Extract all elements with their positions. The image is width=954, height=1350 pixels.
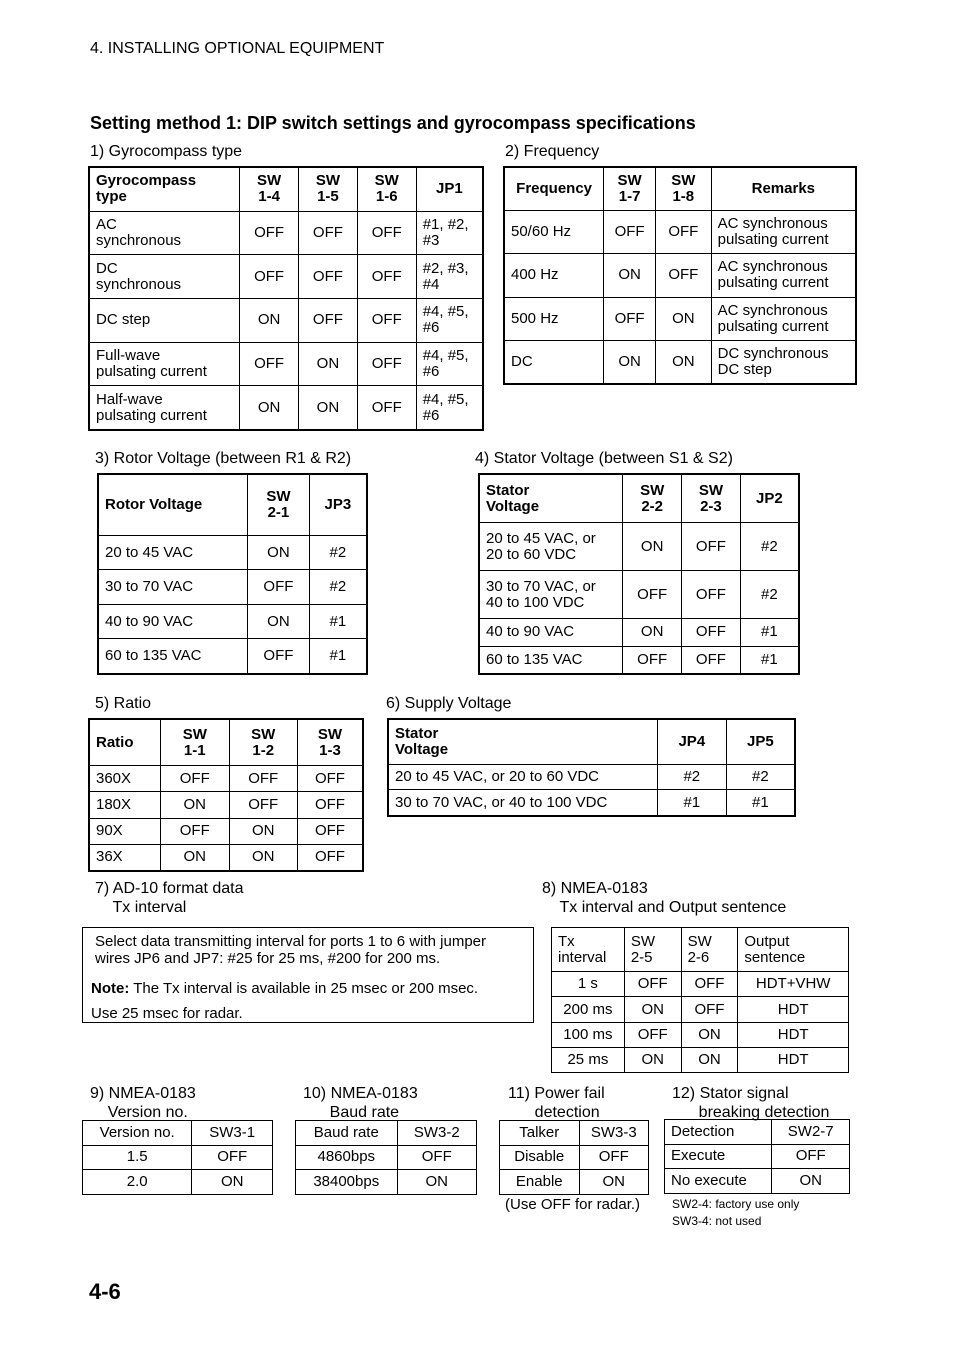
table-cell: ON: [192, 1170, 273, 1195]
table-cell: DC synchronous: [89, 255, 240, 299]
column-header: Version no.: [83, 1121, 192, 1146]
column-header: Stator Voltage: [388, 719, 657, 764]
table-row: [98, 570, 367, 604]
table-cell: OFF: [248, 639, 310, 674]
running-header: 4. INSTALLING OPTIONAL EQUIPMENT: [90, 40, 385, 57]
table-cell: #1: [309, 639, 367, 674]
table-row: [504, 211, 856, 254]
table-cell: OFF: [299, 255, 358, 299]
table-cell: ON: [248, 604, 310, 638]
table-row: [388, 764, 795, 789]
table-cell: OFF: [297, 818, 363, 844]
t12-caption: 12) Stator signal breaking detection: [672, 1085, 830, 1121]
table-row: [479, 646, 799, 674]
nmea-tx-interval-table: [551, 927, 849, 1073]
table-cell: #2: [726, 764, 795, 789]
table-cell: OFF: [161, 818, 229, 844]
t6-caption: 6) Supply Voltage: [386, 695, 512, 712]
table-row: [83, 1170, 273, 1195]
table-cell: 60 to 135 VAC: [98, 639, 248, 674]
table-cell: ON: [161, 844, 229, 871]
table-row: [98, 604, 367, 638]
column-header: SW 1-8: [655, 167, 711, 211]
table-cell: OFF: [604, 297, 656, 340]
t5-caption: 5) Ratio: [95, 695, 152, 712]
table-cell: ON: [161, 792, 229, 818]
table-row: [479, 523, 799, 571]
column-header: SW 1-1: [161, 719, 229, 766]
table-cell: ON: [229, 818, 297, 844]
table-cell: 200 ms: [552, 997, 625, 1022]
header-row: [98, 474, 367, 535]
column-header: Stator Voltage: [479, 474, 623, 523]
table-cell: 36X: [89, 844, 161, 871]
column-header: Output sentence: [738, 928, 849, 972]
table-row: [89, 386, 483, 430]
table-cell: 20 to 45 VAC, or 20 to 60 VDC: [479, 523, 623, 571]
table-cell: OFF: [192, 1145, 273, 1170]
column-header: SW 1-4: [240, 167, 299, 211]
table-cell: 30 to 70 VAC, or 40 to 100 VDC: [479, 571, 623, 619]
table-cell: ON: [240, 386, 299, 430]
table-cell: #2: [740, 571, 799, 619]
column-header: Rotor Voltage: [98, 474, 248, 535]
nmea-baud-rate-table: [295, 1120, 477, 1195]
table-cell: 20 to 45 VAC: [98, 535, 248, 569]
table-cell: OFF: [299, 211, 358, 255]
frequency-table: [503, 166, 857, 385]
table-row: [98, 639, 367, 674]
table-row: [500, 1170, 649, 1195]
table-cell: 50/60 Hz: [504, 211, 604, 254]
header-row: [552, 928, 849, 972]
table-cell: ON: [604, 340, 656, 384]
table-cell: HDT: [738, 997, 849, 1022]
column-header: SW 1-7: [604, 167, 656, 211]
table-row: [504, 297, 856, 340]
tx-interval-box: [82, 927, 534, 1023]
table-row: [89, 255, 483, 299]
table-cell: 1.5: [83, 1145, 192, 1170]
table-cell: 40 to 90 VAC: [98, 604, 248, 638]
table-cell: ON: [579, 1170, 648, 1195]
table-cell: 2.0: [83, 1170, 192, 1195]
table-cell: AC synchronous: [89, 211, 240, 255]
table-row: [552, 1022, 849, 1047]
t2-caption: 2) Frequency: [505, 143, 600, 160]
table-cell: OFF: [297, 766, 363, 792]
not-used-note: SW3-4: not used: [672, 1214, 762, 1228]
table-row: [388, 790, 795, 816]
header-row: [83, 1121, 273, 1146]
table-cell: 30 to 70 VAC: [98, 570, 248, 604]
t11-caption: 11) Power fail detection: [508, 1085, 605, 1121]
table-row: [504, 340, 856, 384]
header-row: [500, 1121, 649, 1146]
table-cell: OFF: [623, 571, 682, 619]
table-cell: #4, #5, #6: [416, 298, 483, 342]
table-cell: OFF: [229, 792, 297, 818]
stator-voltage-table: [478, 473, 800, 675]
table-row: [83, 1145, 273, 1170]
table-cell: Enable: [500, 1170, 580, 1195]
table-cell: 180X: [89, 792, 161, 818]
table-cell: 400 Hz: [504, 254, 604, 297]
t9-caption: 9) NMEA-0183 Version no.: [90, 1085, 196, 1121]
column-header: SW 2-3: [682, 474, 741, 523]
table-cell: 30 to 70 VAC, or 40 to 100 VDC: [388, 790, 657, 816]
table-cell: ON: [299, 342, 358, 386]
table-cell: #1: [740, 646, 799, 674]
table-cell: 500 Hz: [504, 297, 604, 340]
table-cell: OFF: [357, 211, 416, 255]
note-text: The Tx interval is available in 25 msec or 200 msec.: [129, 980, 479, 997]
table-cell: AC synchronous pulsating current: [711, 254, 856, 297]
column-header: SW 2-5: [624, 928, 681, 972]
table-cell: ON: [240, 298, 299, 342]
table-cell: ON: [624, 997, 681, 1022]
table-cell: OFF: [772, 1144, 850, 1169]
column-header: SW 1-5: [299, 167, 358, 211]
nmea-version-table: [82, 1120, 273, 1195]
table-cell: OFF: [681, 972, 738, 997]
table-cell: OFF: [240, 211, 299, 255]
table-cell: ON: [681, 1047, 738, 1072]
table-cell: ON: [772, 1169, 850, 1194]
header-row: [504, 167, 856, 211]
table-cell: DC step: [89, 298, 240, 342]
table-cell: ON: [299, 386, 358, 430]
table-row: [552, 972, 849, 997]
column-header: Talker: [500, 1121, 580, 1146]
table-cell: OFF: [397, 1145, 476, 1170]
column-header: JP4: [657, 719, 726, 764]
tx-interval-text: Select data transmitting interval for ports 1 to 6 with jumper wires JP6 and JP7: #25 for 25 ms, #200 for 200 ms.: [95, 933, 487, 967]
table-cell: OFF: [299, 298, 358, 342]
table-cell: ON: [655, 297, 711, 340]
table-cell: Full-wave pulsating current: [89, 342, 240, 386]
table-cell: 38400bps: [296, 1170, 398, 1195]
table-cell: 20 to 45 VAC, or 20 to 60 VDC: [388, 764, 657, 789]
column-header: SW2-7: [772, 1120, 850, 1145]
table-cell: Execute: [665, 1144, 772, 1169]
column-header: JP2: [740, 474, 799, 523]
table-cell: #2: [657, 764, 726, 789]
table-row: [89, 298, 483, 342]
table-row: [89, 766, 363, 792]
table-cell: HDT+VHW: [738, 972, 849, 997]
column-header: SW3-3: [579, 1121, 648, 1146]
t1-caption: 1) Gyrocompass type: [90, 143, 243, 160]
table-cell: OFF: [579, 1145, 648, 1170]
table-cell: OFF: [357, 255, 416, 299]
table-cell: HDT: [738, 1022, 849, 1047]
table-cell: #2: [740, 523, 799, 571]
table-cell: OFF: [297, 844, 363, 871]
table-cell: OFF: [229, 766, 297, 792]
stator-signal-table: [664, 1119, 850, 1194]
supply-voltage-table: [387, 718, 796, 817]
header-row: [388, 719, 795, 764]
table-row: [479, 619, 799, 646]
table-cell: 40 to 90 VAC: [479, 619, 623, 646]
table-cell: #1, #2, #3: [416, 211, 483, 255]
table-cell: 25 ms: [552, 1047, 625, 1072]
column-header: SW3-1: [192, 1121, 273, 1146]
table-row: [98, 535, 367, 569]
table-cell: 1 s: [552, 972, 625, 997]
table-cell: OFF: [248, 570, 310, 604]
s7-caption: 7) AD-10 format data Tx interval: [95, 880, 244, 916]
column-header: SW 2-6: [681, 928, 738, 972]
t4-caption: 4) Stator Voltage (between S1 & S2): [475, 450, 733, 467]
t8-caption: 8) NMEA-0183 Tx interval and Output sentence: [542, 880, 787, 916]
table-cell: #1: [740, 619, 799, 646]
table-cell: OFF: [297, 792, 363, 818]
tx-interval-note-2: Use 25 msec for radar.: [91, 1005, 243, 1022]
table-cell: #1: [657, 790, 726, 816]
table-row: [665, 1169, 850, 1194]
table-cell: 4860bps: [296, 1145, 398, 1170]
rotor-voltage-table: [97, 473, 368, 675]
table-cell: ON: [624, 1047, 681, 1072]
table-cell: OFF: [357, 342, 416, 386]
gyrocompass-type-table: [88, 166, 484, 431]
table-cell: ON: [248, 535, 310, 569]
table-row: [552, 1047, 849, 1072]
table-cell: No execute: [665, 1169, 772, 1194]
table-row: [89, 211, 483, 255]
column-header: Frequency: [504, 167, 604, 211]
header-row: [479, 474, 799, 523]
table-cell: #4, #5, #6: [416, 342, 483, 386]
column-header: Baud rate: [296, 1121, 398, 1146]
ratio-table: [88, 718, 364, 872]
table-cell: #4, #5, #6: [416, 386, 483, 430]
table-row: [665, 1144, 850, 1169]
table-cell: Half-wave pulsating current: [89, 386, 240, 430]
table-cell: OFF: [624, 1022, 681, 1047]
header-row: [665, 1120, 850, 1145]
table-row: [89, 792, 363, 818]
table-cell: 360X: [89, 766, 161, 792]
column-header: Ratio: [89, 719, 161, 766]
table-cell: OFF: [624, 972, 681, 997]
table-cell: OFF: [655, 254, 711, 297]
table-cell: 60 to 135 VAC: [479, 646, 623, 674]
table-cell: OFF: [682, 619, 741, 646]
column-header: SW 1-2: [229, 719, 297, 766]
column-header: Gyrocompass type: [89, 167, 240, 211]
table-cell: Disable: [500, 1145, 580, 1170]
table-cell: #2: [309, 535, 367, 569]
page-number: 4-6: [89, 1279, 121, 1304]
table-cell: AC synchronous pulsating current: [711, 297, 856, 340]
t10-caption: 10) NMEA-0183 Baud rate: [303, 1085, 418, 1121]
table-cell: #2: [309, 570, 367, 604]
column-header: SW3-2: [397, 1121, 476, 1146]
column-header: JP3: [309, 474, 367, 535]
table-cell: OFF: [161, 766, 229, 792]
table-cell: OFF: [604, 211, 656, 254]
table-cell: 100 ms: [552, 1022, 625, 1047]
table-cell: ON: [655, 340, 711, 384]
table-row: [500, 1145, 649, 1170]
column-header: Detection: [665, 1120, 772, 1145]
table-cell: ON: [623, 523, 682, 571]
header-row: [89, 719, 363, 766]
table-cell: OFF: [240, 342, 299, 386]
table-row: [552, 997, 849, 1022]
table-cell: OFF: [682, 646, 741, 674]
column-header: SW 1-3: [297, 719, 363, 766]
column-header: Remarks: [711, 167, 856, 211]
table-cell: OFF: [681, 997, 738, 1022]
column-header: SW 1-6: [357, 167, 416, 211]
note-label: Note:: [91, 980, 130, 997]
header-row: [296, 1121, 477, 1146]
table-cell: ON: [229, 844, 297, 871]
table-cell: OFF: [240, 255, 299, 299]
table-cell: 90X: [89, 818, 161, 844]
column-header: SW 2-2: [623, 474, 682, 523]
power-fail-table: [499, 1120, 649, 1195]
header-row: [89, 167, 483, 211]
table-cell: DC synchronous DC step: [711, 340, 856, 384]
table-row: [296, 1145, 477, 1170]
table-cell: #1: [309, 604, 367, 638]
table-cell: OFF: [682, 523, 741, 571]
table-row: [479, 571, 799, 619]
table-cell: #2, #3, #4: [416, 255, 483, 299]
table-cell: OFF: [623, 646, 682, 674]
table-cell: OFF: [682, 571, 741, 619]
table-cell: OFF: [357, 298, 416, 342]
power-fail-note: (Use OFF for radar.): [505, 1196, 641, 1213]
table-cell: #1: [726, 790, 795, 816]
tx-interval-note: [91, 980, 478, 997]
column-header: Tx interval: [552, 928, 625, 972]
table-cell: OFF: [655, 211, 711, 254]
table-cell: AC synchronous pulsating current: [711, 211, 856, 254]
table-cell: ON: [397, 1170, 476, 1195]
column-header: JP1: [416, 167, 483, 211]
t3-caption: 3) Rotor Voltage (between R1 & R2): [95, 450, 352, 467]
table-cell: ON: [604, 254, 656, 297]
factory-use-note: SW2-4: factory use only: [672, 1197, 800, 1211]
column-header: SW 2-1: [248, 474, 310, 535]
table-cell: OFF: [357, 386, 416, 430]
table-cell: ON: [623, 619, 682, 646]
table-cell: DC: [504, 340, 604, 384]
table-row: [504, 254, 856, 297]
table-row: [296, 1170, 477, 1195]
column-header: JP5: [726, 719, 795, 764]
table-cell: HDT: [738, 1047, 849, 1072]
table-cell: ON: [681, 1022, 738, 1047]
table-row: [89, 342, 483, 386]
table-row: [89, 818, 363, 844]
section-title: Setting method 1: DIP switch settings and gyrocompass specifications: [90, 113, 696, 133]
table-row: [89, 844, 363, 871]
